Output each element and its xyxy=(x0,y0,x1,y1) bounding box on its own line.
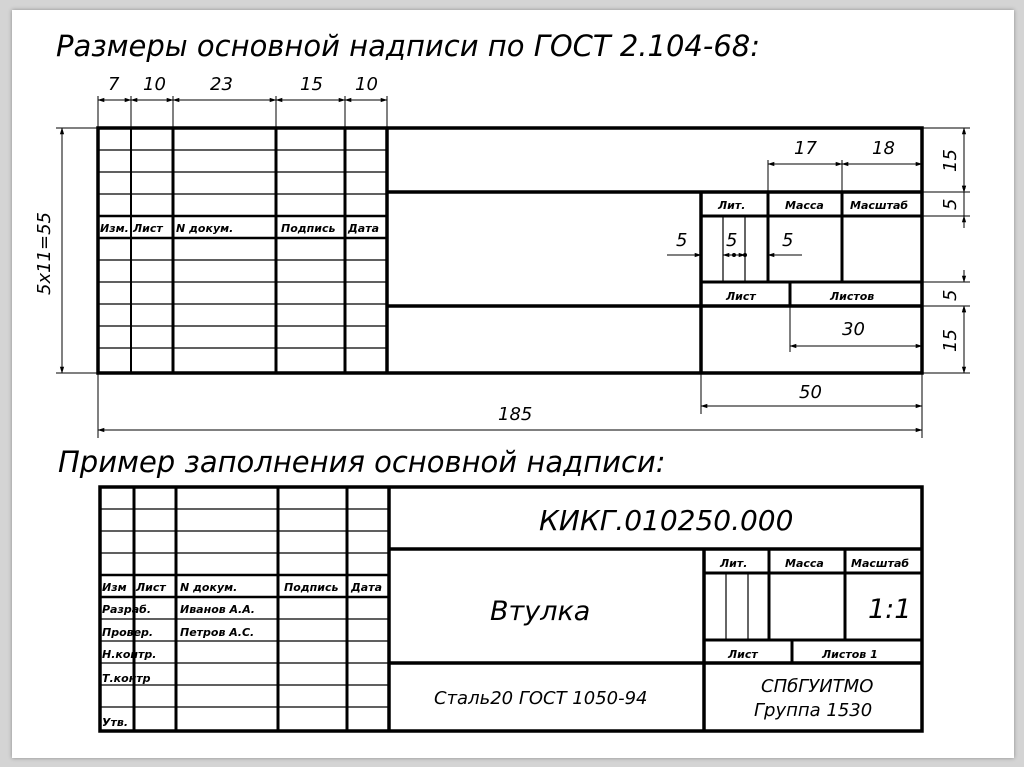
ex-label-lit: Лит. xyxy=(720,557,748,570)
ex-designation: КИКГ.010250.000 xyxy=(539,504,794,537)
dim-50: 50 xyxy=(799,382,822,403)
dim-18: 18 xyxy=(872,138,895,159)
dim-7: 7 xyxy=(108,74,120,95)
label-massa: Масса xyxy=(785,199,824,212)
ex-label-izm: Изм xyxy=(102,581,127,594)
ex-material: Сталь20 ГОСТ 1050-94 xyxy=(434,688,648,709)
ex-name-petrov: Петров А.С. xyxy=(180,626,255,639)
ex-label-podpis: Подпись xyxy=(284,581,339,594)
slide xyxy=(12,10,1014,758)
dim-30: 30 xyxy=(842,319,865,340)
dim-23: 23 xyxy=(210,74,233,95)
dimension-block xyxy=(56,96,970,438)
ex-role-t-kontr: Т.контр xyxy=(102,672,151,685)
label-list: Лист xyxy=(133,222,163,235)
ex-label-listov: Листов 1 xyxy=(822,648,878,661)
ex-label-list-cell: Лист xyxy=(728,648,758,661)
label-data: Дата xyxy=(348,222,380,235)
ex-label-masshtab: Масштаб xyxy=(851,557,910,570)
dim-lit-5-right: 5 xyxy=(782,230,794,251)
dim-10: 10 xyxy=(143,74,166,95)
dim-right-5-b: 5 xyxy=(940,289,961,301)
ex-label-massa: Масса xyxy=(785,557,824,570)
label-list-cell: Лист xyxy=(726,290,756,303)
dim-right-15-top: 15 xyxy=(940,149,961,172)
ex-name-ivanov: Иванов А.А. xyxy=(180,603,255,616)
example-heading: Пример заполнения основной надписи: xyxy=(58,445,666,479)
dim-15: 15 xyxy=(300,74,323,95)
dim-5x11: 5x11=55 xyxy=(34,212,55,295)
label-n-dokum: N докум. xyxy=(176,222,234,235)
label-izm: Изм. xyxy=(100,222,129,235)
dim-lit-5-mid: 5 xyxy=(726,230,738,251)
dimensions-heading: Размеры основной надписи по ГОСТ 2.104-68: xyxy=(56,29,761,63)
ex-org-line1: СПбГУИТМО xyxy=(761,676,874,697)
label-podpis: Подпись xyxy=(281,222,336,235)
label-lit: Лит. xyxy=(718,199,746,212)
ex-label-n-dokum: N докум. xyxy=(180,581,238,594)
dim-185: 185 xyxy=(498,404,533,425)
ex-role-prover: Провер. xyxy=(102,626,154,639)
dim-lit-5-outer: 5 xyxy=(676,230,688,251)
ex-scale: 1:1 xyxy=(868,594,912,625)
ex-role-razrab: Разраб. xyxy=(102,603,152,616)
dim-right-5-a: 5 xyxy=(940,198,961,210)
ex-role-n-kontr: Н.контр. xyxy=(102,648,157,661)
dim-10b: 10 xyxy=(355,74,378,95)
ex-part-name: Втулка xyxy=(490,596,591,627)
ex-org-line2: Группа 1530 xyxy=(754,700,873,721)
label-masshtab: Масштаб xyxy=(850,199,909,212)
dim-17: 17 xyxy=(794,138,817,159)
ex-label-list: Лист xyxy=(136,581,166,594)
ex-role-utv: Утв. xyxy=(102,716,128,729)
ex-label-data: Дата xyxy=(351,581,383,594)
dim-right-15-bottom: 15 xyxy=(940,329,961,352)
label-listov: Листов xyxy=(830,290,875,303)
title-block-drawing xyxy=(12,10,1014,758)
